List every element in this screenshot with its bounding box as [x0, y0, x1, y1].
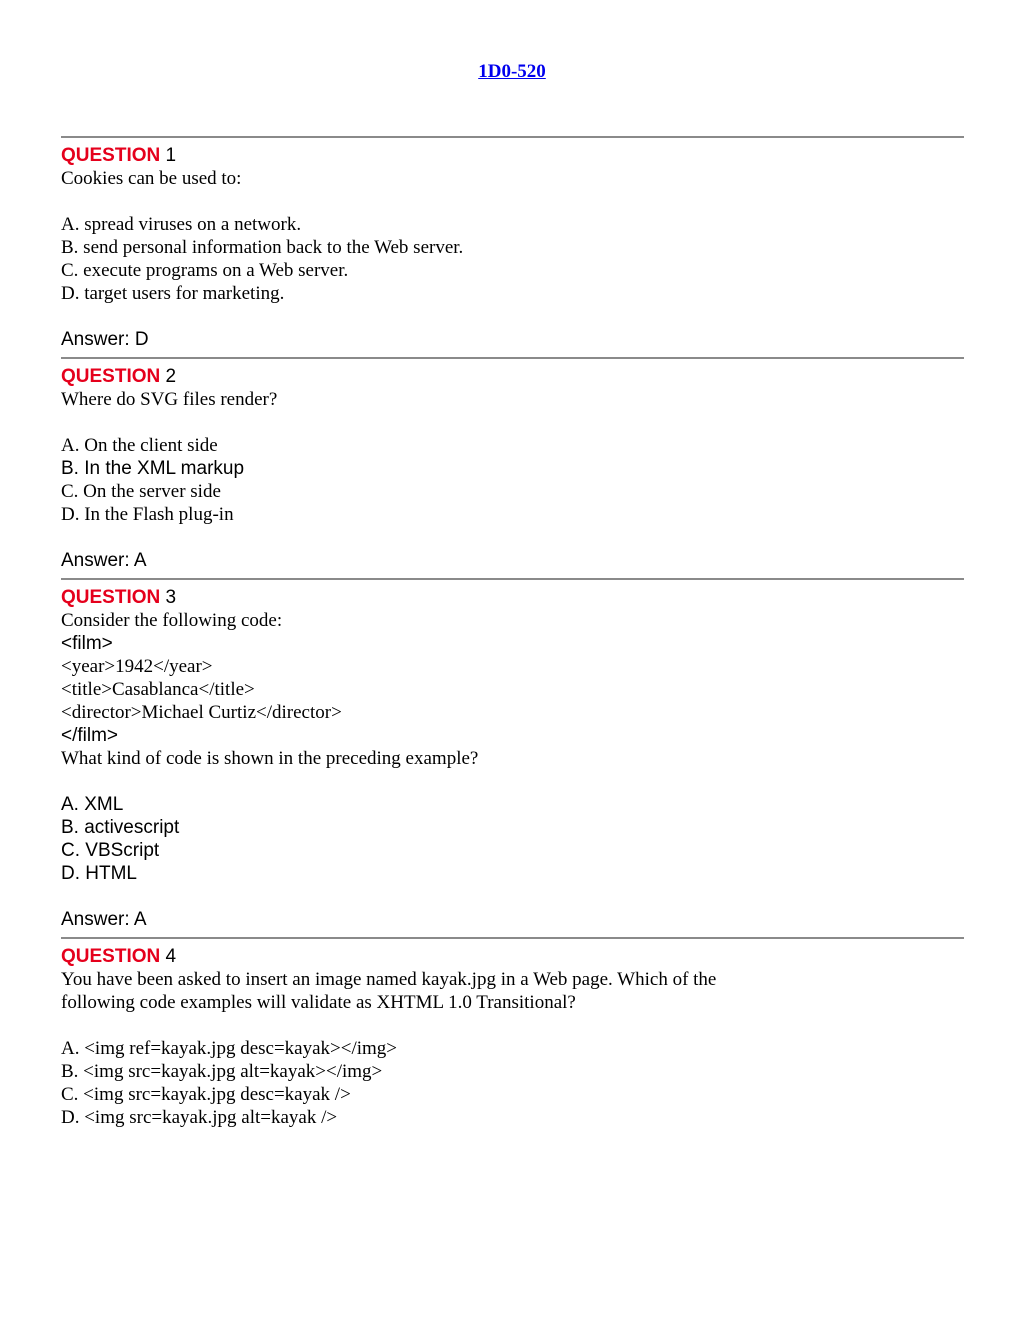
- question-number: 3: [165, 587, 177, 608]
- question-stem: What kind of code is shown in the preceding example?: [61, 748, 479, 769]
- option-c: C. VBScript: [61, 840, 160, 861]
- option-c: C. execute programs on a Web server.: [61, 260, 349, 281]
- option-c: C. On the server side: [61, 481, 221, 502]
- option-d: D. HTML: [61, 863, 137, 884]
- question-number: 2: [165, 366, 177, 387]
- code-line: <film>: [61, 633, 113, 654]
- option-a: A. On the client side: [61, 435, 218, 456]
- page-title[interactable]: 1D0-520: [478, 61, 546, 82]
- option-d: D. target users for marketing.: [61, 283, 285, 304]
- question-label: QUESTION: [61, 587, 161, 608]
- option-b: B. <img src=kayak.jpg alt=kayak></img>: [61, 1061, 383, 1082]
- question-number: 4: [165, 946, 177, 967]
- question-stem: You have been asked to insert an image named kayak.jpg in a Web page. Which of the: [61, 969, 717, 990]
- question-label: QUESTION: [61, 145, 161, 166]
- code-line: </film>: [61, 725, 119, 746]
- question-3: [61, 580, 964, 937]
- question-4: [61, 939, 964, 1135]
- option-b: B. In the XML markup: [61, 458, 245, 479]
- question-heading: [61, 586, 964, 609]
- question-stem: following code examples will validate as XHTML 1.0 Transitional?: [61, 992, 576, 1013]
- code-line: <title>Casablanca</title>: [61, 679, 255, 700]
- question-1: [61, 138, 964, 357]
- question-heading: [61, 144, 964, 167]
- question-stem: Where do SVG files render?: [61, 389, 278, 410]
- question-label: QUESTION: [61, 946, 161, 967]
- option-c: C. <img src=kayak.jpg desc=kayak />: [61, 1084, 351, 1105]
- option-a: A. XML: [61, 794, 124, 815]
- answer: Answer: D: [61, 329, 149, 350]
- answer: Answer: A: [61, 550, 147, 571]
- question-stem: Consider the following code:: [61, 610, 283, 631]
- question-2: [61, 359, 964, 578]
- code-line: <year>1942</year>: [61, 656, 213, 677]
- question-number: 1: [165, 145, 177, 166]
- option-b: B. send personal information back to the Web server.: [61, 237, 464, 258]
- question-stem: Cookies can be used to:: [61, 168, 242, 189]
- question-list: [61, 136, 964, 1135]
- option-a: A. <img ref=kayak.jpg desc=kayak></img>: [61, 1038, 398, 1059]
- option-b: B. activescript: [61, 817, 180, 838]
- option-a: A. spread viruses on a network.: [61, 214, 302, 235]
- question-heading: [61, 945, 964, 968]
- option-d: D. <img src=kayak.jpg alt=kayak />: [61, 1107, 338, 1128]
- code-line: <director>Michael Curtiz</director>: [61, 702, 342, 723]
- question-heading: [61, 365, 964, 388]
- option-d: D. In the Flash plug-in: [61, 504, 234, 525]
- answer: Answer: A: [61, 909, 147, 930]
- question-label: QUESTION: [61, 366, 161, 387]
